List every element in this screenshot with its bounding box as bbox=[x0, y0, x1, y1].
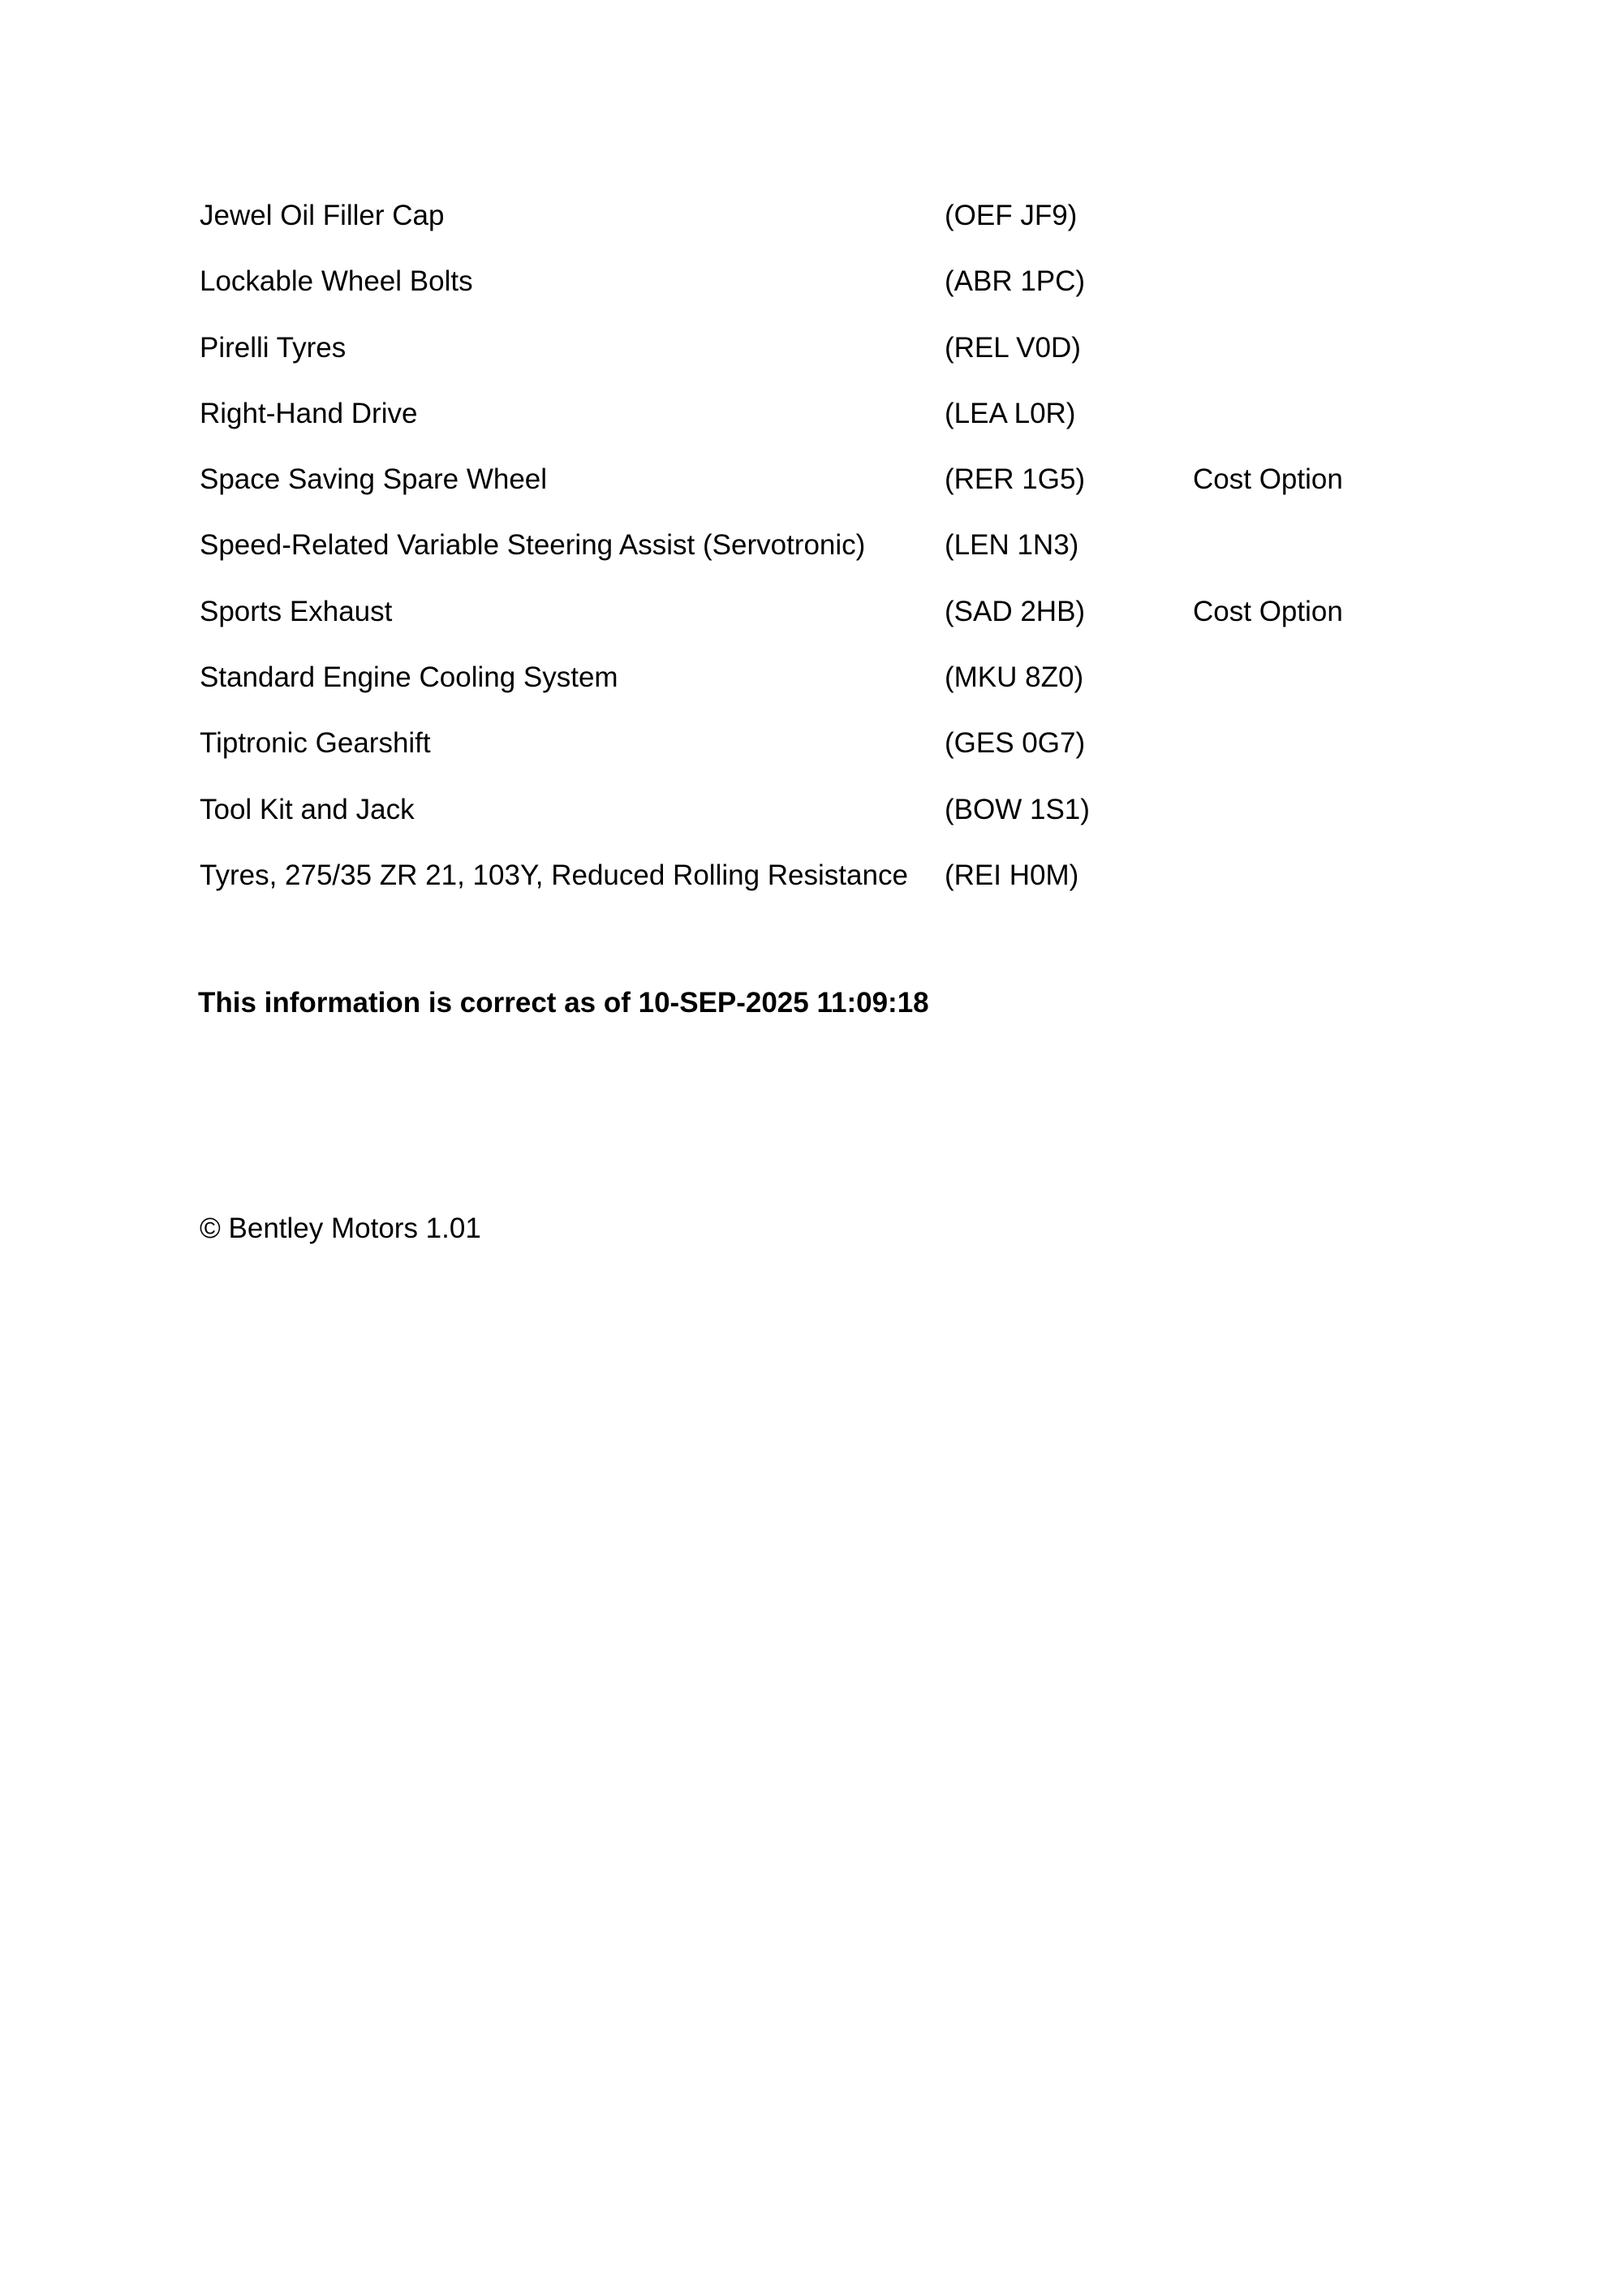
spec-code: (REI H0M) bbox=[945, 859, 1079, 891]
spec-row bbox=[200, 786, 1466, 851]
spec-row bbox=[200, 851, 1466, 917]
spec-code: (SAD 2HB) bbox=[945, 595, 1086, 627]
spec-row bbox=[200, 390, 1466, 455]
spec-name: Pirelli Tyres bbox=[200, 331, 347, 364]
spec-code: (LEN 1N3) bbox=[945, 529, 1079, 562]
spec-name: Tiptronic Gearshift bbox=[200, 727, 431, 760]
spec-name: Sports Exhaust bbox=[200, 595, 393, 627]
spec-name: Space Saving Spare Wheel bbox=[200, 463, 548, 496]
spec-note: Cost Option bbox=[1193, 595, 1343, 627]
spec-code: (RER 1G5) bbox=[945, 463, 1086, 496]
spec-name: Lockable Wheel Bolts bbox=[200, 265, 473, 298]
spec-name: Right-Hand Drive bbox=[200, 397, 418, 429]
spec-row bbox=[200, 192, 1466, 257]
spec-code: (REL V0D) bbox=[945, 331, 1081, 364]
spec-code: (ABR 1PC) bbox=[945, 265, 1086, 298]
spec-row bbox=[200, 455, 1466, 521]
spec-code: (LEA L0R) bbox=[945, 397, 1076, 429]
spec-row bbox=[200, 257, 1466, 323]
spec-row bbox=[200, 324, 1466, 390]
copyright-notice: © Bentley Motors 1.01 bbox=[200, 1213, 481, 1244]
spec-row bbox=[200, 653, 1466, 719]
spec-name: Standard Engine Cooling System bbox=[200, 661, 618, 694]
information-timestamp: This information is correct as of 10-SEP-2025 11:09:18 bbox=[198, 987, 929, 1019]
spec-note: Cost Option bbox=[1193, 463, 1343, 496]
spec-name: Jewel Oil Filler Cap bbox=[200, 200, 445, 231]
spec-code: (OEF JF9) bbox=[945, 200, 1078, 231]
spec-name: Tool Kit and Jack bbox=[200, 793, 415, 825]
spec-code: (MKU 8Z0) bbox=[945, 661, 1084, 694]
spec-row bbox=[200, 719, 1466, 785]
spec-name: Speed-Related Variable Steering Assist (Servotronic) bbox=[200, 529, 866, 562]
spec-row bbox=[200, 521, 1466, 587]
spec-name: Tyres, 275/35 ZR 21, 103Y, Reduced Rolling Resistance bbox=[200, 859, 908, 891]
specification-list bbox=[200, 192, 1466, 917]
spec-row bbox=[200, 588, 1466, 653]
spec-code: (GES 0G7) bbox=[945, 727, 1086, 760]
spec-code: (BOW 1S1) bbox=[945, 793, 1090, 825]
